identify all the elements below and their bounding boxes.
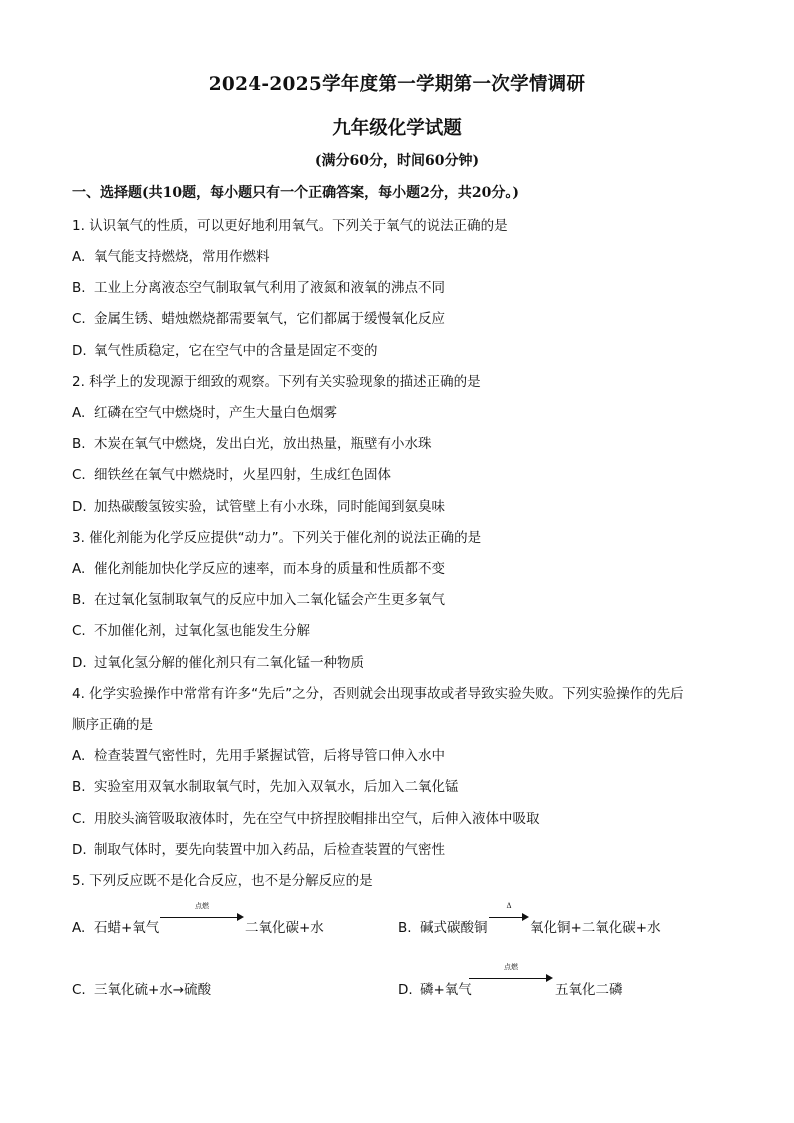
question-3-option-d[interactable]: D. 过氧化氢分解的催化剂只有二氧化锰一种物质 bbox=[72, 655, 364, 671]
question-4-option-c[interactable]: C. 用胶头滴管吸取液体时，先在空气中挤捏胶帽排出空气，后伸入液体中吸取 bbox=[72, 811, 540, 827]
exam-subtitle: 九年级化学试题 bbox=[332, 118, 462, 139]
reaction-arrow-icon bbox=[489, 902, 529, 924]
question-5-option-c[interactable]: C. 三氧化硫+水→硫酸 bbox=[72, 982, 212, 998]
question-2-option-a[interactable]: A. 红磷在空气中燃烧时，产生大量白色烟雾 bbox=[72, 405, 337, 421]
option-b-condition: Δ bbox=[506, 902, 512, 910]
question-1-stem: 1. 认识氧气的性质，可以更好地利用氧气。下列关于氧气的说法正确的是 bbox=[72, 218, 508, 234]
question-3-option-a[interactable]: A. 催化剂能加快化学反应的速率，而本身的质量和性质都不变 bbox=[72, 561, 445, 577]
question-1-option-c[interactable]: C. 金属生锈、蜡烛燃烧都需要氧气，它们都属于缓慢氧化反应 bbox=[72, 311, 445, 327]
reaction-arrow-icon bbox=[160, 902, 244, 924]
exam-note: (满分60分，时间60分钟) bbox=[314, 153, 480, 169]
question-2-option-d[interactable]: D. 加热碳酸氢铵实验，试管壁上有小水珠，同时能闻到氨臭味 bbox=[72, 499, 445, 515]
option-a-condition: 点燃 bbox=[195, 902, 209, 910]
question-5-stem: 5. 下列反应既不是化合反应，也不是分解反应的是 bbox=[72, 873, 373, 889]
option-d-products: 五氧化二磷 bbox=[555, 982, 623, 998]
option-b-reactants: 碱式碳酸铜 bbox=[420, 920, 488, 936]
reaction-arrow-icon bbox=[469, 963, 553, 985]
question-2-stem: 2. 科学上的发现源于细致的观察。下列有关实验现象的描述正确的是 bbox=[72, 374, 481, 390]
question-5-option-a[interactable]: A. 石蜡+氧气 bbox=[72, 920, 160, 936]
question-2-option-b[interactable]: B. 木炭在氧气中燃烧，发出白光，放出热量，瓶壁有小水珠 bbox=[72, 436, 432, 452]
question-4-stem-line1: 4. 化学实验操作中常常有许多“先后”之分，否则就会出现事故或者导致实验失败。下列实验操作的先后 bbox=[72, 686, 684, 702]
question-3-option-b[interactable]: B. 在过氧化氢制取氧气的反应中加入二氧化锰会产生更多氧气 bbox=[72, 592, 445, 608]
question-4-option-a[interactable]: A. 检查装置气密性时，先用手紧握试管，后将导管口伸入水中 bbox=[72, 748, 445, 764]
question-4-option-b[interactable]: B. 实验室用双氧水制取氧气时，先加入双氧水，后加入二氧化锰 bbox=[72, 779, 459, 795]
question-1-option-b[interactable]: B. 工业上分离液态空气制取氧气利用了液氮和液氧的沸点不同 bbox=[72, 280, 445, 296]
question-4-stem-line2: 顺序正确的是 bbox=[72, 717, 153, 733]
option-d-condition: 点燃 bbox=[504, 963, 518, 971]
section-heading: 一、选择题(共10题，每小题只有一个正确答案，每小题2分，共20分。) bbox=[72, 185, 519, 201]
exam-title: 2024-2025学年度第一学期第一次学情调研 bbox=[208, 74, 586, 95]
question-3-option-c[interactable]: C. 不加催化剂，过氧化氢也能发生分解 bbox=[72, 623, 310, 639]
question-1-option-a[interactable]: A. 氧气能支持燃烧，常用作燃料 bbox=[72, 249, 270, 265]
option-b-products: 氧化铜+二氧化碳+水 bbox=[530, 920, 661, 936]
option-a-products: 二氧化碳+水 bbox=[245, 920, 324, 936]
question-1-option-d[interactable]: D. 氧气性质稳定，它在空气中的含量是固定不变的 bbox=[72, 343, 378, 359]
question-5-option-d[interactable]: D. 磷+氧气 bbox=[398, 982, 472, 998]
question-5-option-b[interactable]: B. 碱式碳酸铜 bbox=[398, 920, 488, 936]
question-3-stem: 3. 催化剂能为化学反应提供“动力”。下列关于催化剂的说法正确的是 bbox=[72, 530, 482, 546]
option-d-reactants: 磷+氧气 bbox=[420, 982, 472, 998]
option-a-reactants: 石蜡+氧气 bbox=[94, 920, 160, 936]
question-2-option-c[interactable]: C. 细铁丝在氧气中燃烧时，火星四射，生成红色固体 bbox=[72, 467, 391, 483]
question-4-option-d[interactable]: D. 制取气体时，要先向装置中加入药品，后检查装置的气密性 bbox=[72, 842, 445, 858]
